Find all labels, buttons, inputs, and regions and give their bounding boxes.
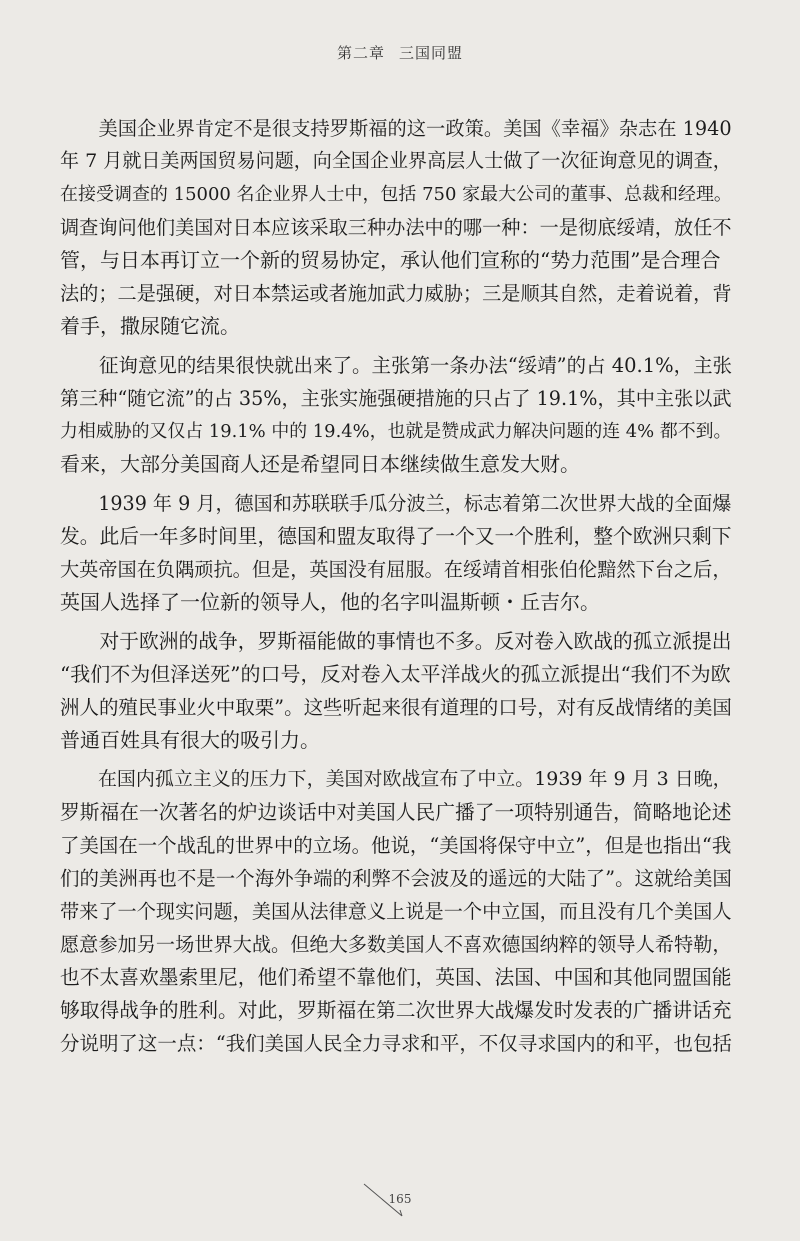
text-line: 愿意参加另一场世界大战。但绝大多数美国人不喜欢德国纳粹的领导人希特勒， [60,933,732,956]
running-header [0,42,800,63]
chapter-number: 第二章 [336,44,385,62]
text-line: 管，与日本再订立一个新的贸易协定，承认他们宣称的“势力范围”是合理合 [60,248,721,272]
text-line: 力相威胁的又仅占 19.1% 中的 19.4%，也就是赞成武力解决问题的连 4% 都不到。 [60,421,732,442]
text-line: 了美国在一个战乱的世界中的立场。他说，“美国将保守中立”，但是也指出“我 [60,834,732,857]
page-number: 165 [388,1192,412,1206]
text-line: 罗斯福在一次著名的炉边谈话中对美国人民广播了一项特别通告，简略地论述 [60,801,732,824]
paragraph [60,487,732,619]
page-body [60,112,732,1066]
text-line: 征询意见的结果很快就出来了。主张第一条办法“绥靖”的占 40.1%，主张 [60,354,733,377]
text-line: 第三种“随它流”的占 35%，主张实施强硬措施的只占了 19.1%，其中主张以武 [60,387,732,410]
text-line: 在接受调查的 15000 名企业界人士中，包括 750 家最大公司的董事、总裁和经理。 [60,184,732,205]
text-line: 对于欧洲的战争，罗斯福能做的事情也不多。反对卷入欧战的孤立派提出 [60,630,732,653]
text-line: 分说明了这一点：“我们美国人民全力寻求和平，不仅寻求国内的和平，也包括 [60,1032,732,1055]
text-line: 调查询问他们美国对日本应该采取三种办法中的哪一种：一是彻底绥靖，放任不 [60,216,732,239]
text-line: 带来了一个现实问题，美国从法律意义上说是一个中立国，而且没有几个美国人 [60,900,732,923]
paragraph [60,625,732,757]
text-line: 够取得战争的胜利。对此，罗斯福在第二次世界大战爆发时发表的广播讲话充 [60,999,732,1022]
text-line: 美国企业界肯定不是很支持罗斯福的这一政策。美国《幸福》杂志在 1940 [60,117,732,140]
text-line: 在国内孤立主义的压力下，美国对欧战宣布了中立。1939 年 9 月 3 日晚， [60,768,732,790]
paragraph [60,112,732,343]
text-line: 普通百姓具有很大的吸引力。 [60,728,320,752]
chapter-title: 三国同盟 [399,44,464,62]
text-line: 发。此后一年多时间里，德国和盟友取得了一个又一个胜利，整个欧洲只剩下 [60,525,732,548]
text-line: 年 7 月就日美两国贸易问题，向全国企业界高层人士做了一次征询意见的调查， [60,150,732,172]
paragraph [60,763,732,1060]
text-line: “我们不为但泽送死”的口号，反对卷入太平洋战火的孤立派提出“我们不为欧 [60,662,731,686]
text-line: 们的美洲再也不是一个海外争端的利弊不会波及的遥远的大陆了”。这就给美国 [60,867,732,890]
text-line: 也不太喜欢墨索里尼，他们希望不靠他们，英国、法国、中国和其他同盟国能 [60,966,732,989]
text-line: 着手，撒尿随它流。 [60,314,240,338]
text-line: 洲人的殖民事业火中取栗”。这些听起来很有道理的口号，对有反战情绪的美国 [60,696,732,719]
text-line: 看来，大部分美国商人还是希望同日本继续做生意发大财。 [60,452,580,476]
text-line: 1939 年 9 月，德国和苏联联手瓜分波兰，标志着第二次世界大战的全面爆 [60,492,732,515]
text-line: 大英帝国在负隅顽抗。但是，英国没有屈服。在绥靖首相张伯伦黯然下台之后， [60,558,732,581]
paragraph [60,349,732,481]
text-line: 法的；二是强硬，对日本禁运或者施加武力威胁；三是顺其自然，走着说着，背 [60,282,732,305]
text-line: 英国人选择了一位新的领导人，他的名字叫温斯顿・丘吉尔。 [60,590,600,614]
